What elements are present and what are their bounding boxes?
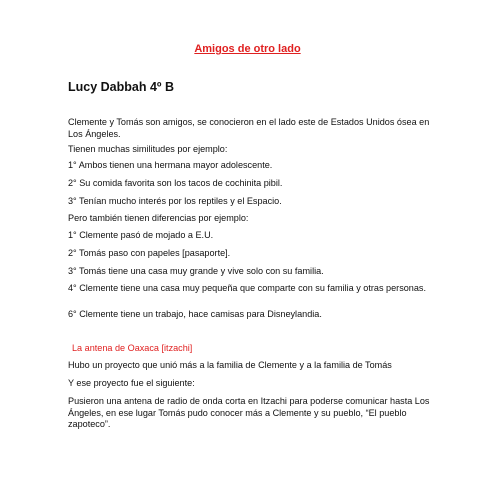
similarity-1: 1° Ambos tienen una hermana mayor adolescente. <box>68 160 273 170</box>
paragraph-intro: Clemente y Tomás son amigos, se conocieron en el lado este de Estados Unidos ósea en Los Ángeles. <box>68 117 430 139</box>
author-line: Lucy Dabbah 4º B <box>68 80 174 94</box>
difference-6: 6° Clemente tiene un trabajo, hace camisas para Disneylandia. <box>68 309 322 319</box>
paragraph-similarities-intro: Tienen muchas similitudes por ejemplo: <box>68 144 228 154</box>
similarity-3: 3° Tenían mucho interés por los reptiles y el Espacio. <box>68 196 282 206</box>
similarity-2: 2° Su comida favorita son los tacos de cochinita pibil. <box>68 178 283 188</box>
difference-3: 3° Tomás tiene una casa muy grande y vive solo con su familia. <box>68 266 324 276</box>
section-paragraph-3: Pusieron una antena de radio de onda corta en Itzachi para poderse comunicar hasta Los Ángeles, en ese lugar Tomás pudo conocer más a Clemente y su pueblo, “El pueblo zapoteco”. <box>68 396 430 429</box>
section-subtitle: La antena de Oaxaca [itzachi] <box>72 343 193 353</box>
document-title: Amigos de otro lado <box>194 43 301 55</box>
section-paragraph-1: Hubo un proyecto que unió más a la familia de Clemente y a la familia de Tomás <box>68 360 392 370</box>
paragraph-differences-intro: Pero también tienen diferencias por ejemplo: <box>68 213 249 223</box>
section-paragraph-2: Y ese proyecto fue el siguiente: <box>68 378 195 388</box>
difference-2: 2° Tomás paso con papeles [pasaporte]. <box>68 248 231 258</box>
difference-1: 1° Clemente pasó de mojado a E.U. <box>68 230 214 240</box>
difference-4: 4° Clemente tiene una casa muy pequeña que comparte con su familia y otras personas. <box>68 283 426 293</box>
